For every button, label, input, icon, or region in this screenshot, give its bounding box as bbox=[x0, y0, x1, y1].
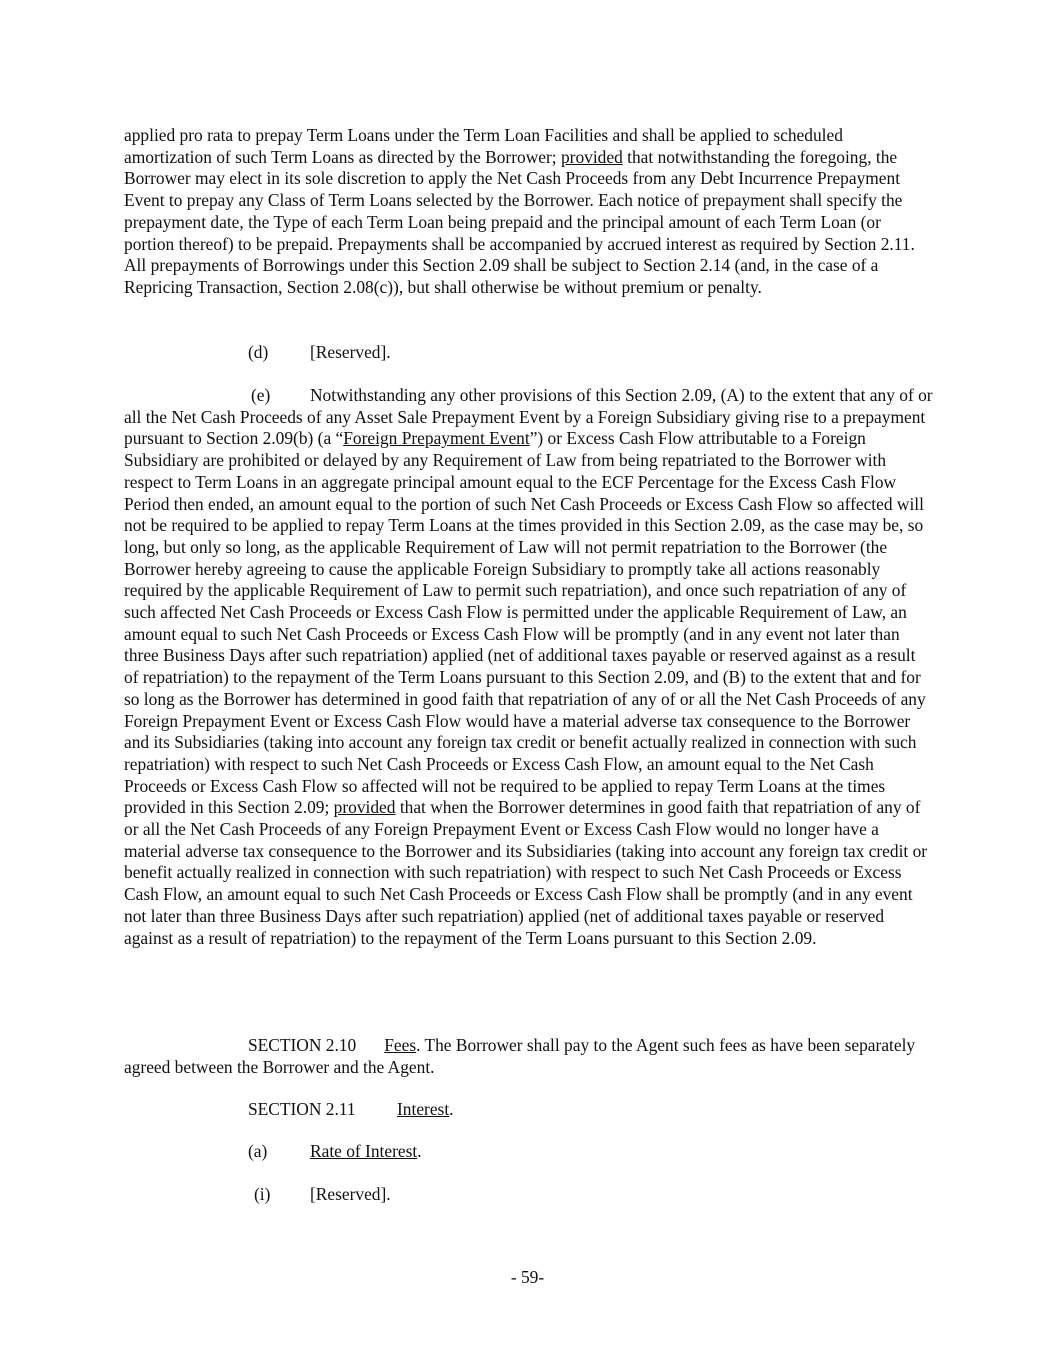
paragraph-c-continuation: applied pro rata to prepay Term Loans under the Term Loan Facilities and shall be applied to scheduled amortization of such Term Loans as directed by the Borrower; provided that notwithstanding the foregoing, the Borrower may elect in its sole discretion to apply the Net Cash Proceeds from any Debt Incurrence Prepayment Event to prepay any Class of Term Loans selected by the Borrower. Each notice of prepayment shall specify the prepayment date, the Type of each Term Loan being prepaid and the principal amount of each Term Loan (or portion thereof) to be prepaid. Prepayments shall be accompanied by accrued interest as required by Section 2.11. All prepayments of Borrowings under this Section 2.09 shall be subject to Section 2.14 (and, in the case of a Repricing Transaction, Section 2.08(c)), but shall otherwise be without premium or penalty. bbox=[124, 125, 915, 297]
section-2-10: SECTION 2.10 Fees. The Borrower shall pay to the Agent such fees as have been separately agreed between the Borrower and the Agent. bbox=[124, 1035, 916, 1077]
section-number: SECTION 2.10 bbox=[248, 1035, 357, 1055]
paragraph-e: Notwithstanding any other provisions of this Section 2.09, (A) to the extent that any of or all the Net Cash Proceeds of any Asset Sale Prepayment Event by a Foreign Subsidiary giving rise to a prepayment pursuant to Section 2.09(b) (a “Foreign Prepayment Event”) or Excess Cash Flow attributable to a Foreign Subsidiary are prohibited or delayed by any Requirement of Law from being repatriated to the Borrower with respect to Term Loans in an aggregate principal amount equal to the ECF Percentage for the Excess Cash Flow Period then ended, an amount equal to the portion of such Net Cash Proceeds or Excess Cash Flow so affected will not be required to be applied to repay Term Loans at the times provided in this Section 2.09, as the case may be, so long, but only so long, as the applicable Requirement of Law will not permit repatriation to the Borrower (the Borrower hereby agreeing to cause the applicable Foreign Subsidiary to promptly take all actions reasonably required by the applicable Requirement of Law to permit such repatriation), and once such repatriation of any of such affected Net Cash Proceeds or Excess Cash Flow is permitted under the applicable Requirement of Law, an amount equal to such Net Cash Proceeds or Excess Cash Flow will be promptly (and in any event not later than three Business Days after such repatriation) applied (net of additional taxes payable or reserved against as a result of repatriation) to the repayment of the Term Loans pursuant to this Section 2.09, and (B) to the extent that and for so long as the Borrower has determined in good faith that repatriation of any of or all the Net Cash Proceeds of any Foreign Prepayment Event or Excess Cash Flow would have a material adverse tax consequence to the Borrower and its Subsidiaries (taking into account any foreign tax credit or benefit actually realized in connection with such repatriation) with respect to such Net Cash Proceeds or Excess Cash Flow, an amount equal to the Net Cash Proceeds or Excess Cash Flow so affected will not be required to be applied to repay Term Loans at the times provided in this Section 2.09; provided that when the Borrower determines in good faith that repatriation of any of or all the Net Cash Proceeds of any Foreign Prepayment Event or Excess Cash Flow would no longer have a material adverse tax consequence to the Borrower and its Subsidiaries (taking into account any foreign tax credit or benefit actually realized in connection with such repatriation) with respect to such Net Cash Proceeds or Excess Cash Flow, an amount equal to such Net Cash Proceeds or Excess Cash Flow shall be promptly (and in any event not later than three Business Days after such repatriation) applied (net of additional taxes payable or reserved against as a result of repatriation) to the repayment of the Term Loans pursuant to this Section 2.09. bbox=[124, 385, 933, 948]
section-heading: Fees bbox=[384, 1035, 417, 1055]
provided-term: provided bbox=[560, 146, 623, 167]
paragraph-a-heading: Rate of Interest bbox=[310, 1141, 418, 1161]
paragraph-a-label: (a) bbox=[248, 1141, 268, 1161]
defined-term-foreign-prepayment-event: Foreign Prepayment Event bbox=[343, 428, 530, 449]
paragraph-i-text: [Reserved]. bbox=[310, 1184, 391, 1204]
section-heading: Interest bbox=[397, 1099, 450, 1119]
paragraph-e-label: (e) bbox=[251, 385, 271, 405]
page-number: - 59- bbox=[510, 1267, 545, 1287]
paragraph-d-text: [Reserved]. bbox=[310, 342, 391, 362]
paragraph-d-label: (d) bbox=[248, 342, 269, 362]
provided-term: provided bbox=[333, 797, 396, 818]
paragraph-a-heading-wrap: Rate of Interest. bbox=[310, 1141, 422, 1161]
section-number: SECTION 2.11 bbox=[248, 1099, 356, 1119]
paragraph-i-label: (i) bbox=[254, 1184, 271, 1204]
section-heading-wrap: Interest. bbox=[397, 1099, 454, 1119]
